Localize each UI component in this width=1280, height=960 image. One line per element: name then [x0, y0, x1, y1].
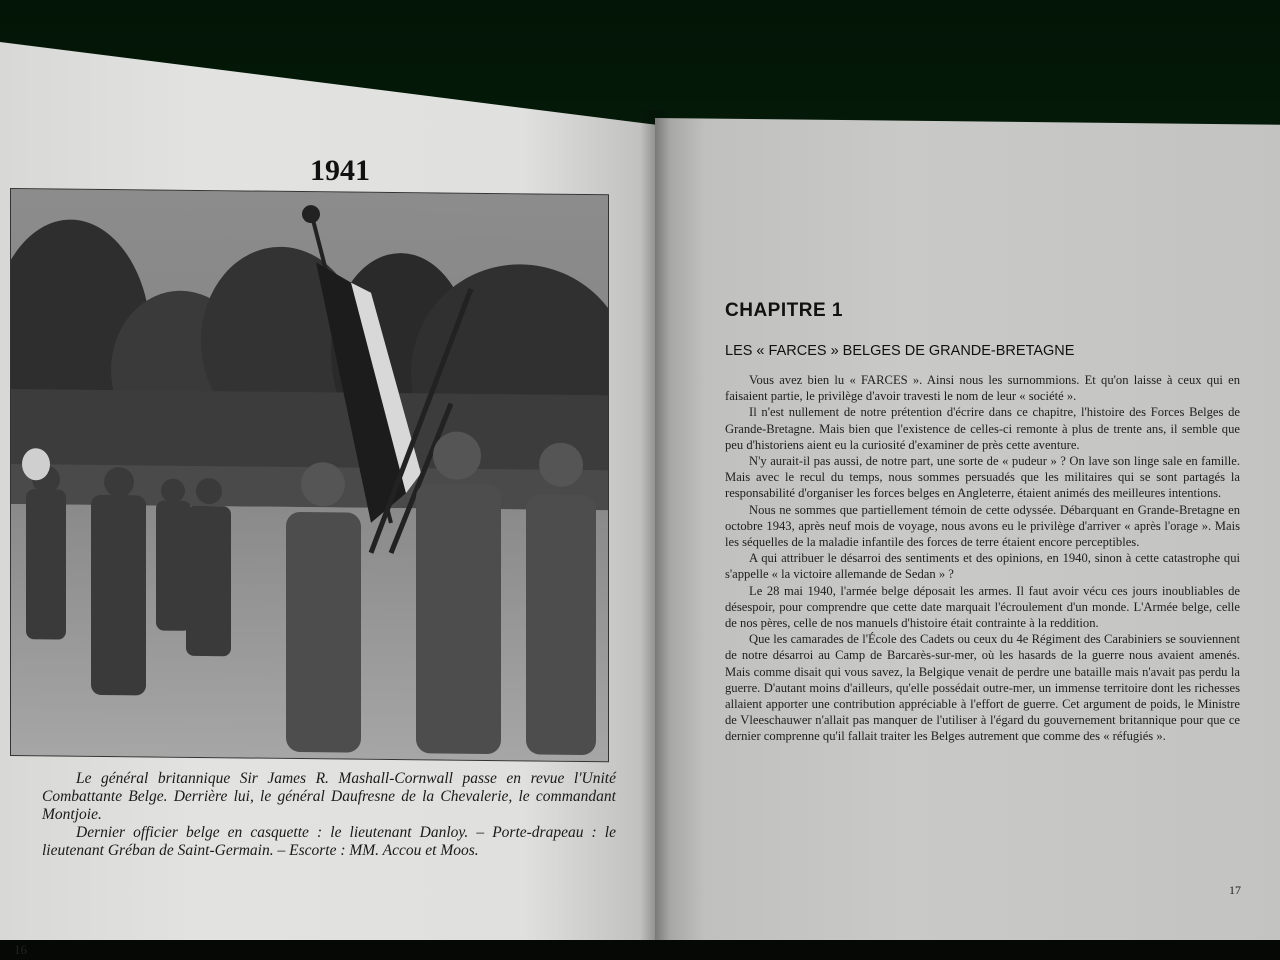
- paragraph-7: Que les camarades de l'École des Cadets ou ceux du 4e Régiment des Carabiniers se souviennent de notre désarroi au Camp de Barcarès-sur-mer, où les hasards de la guerre nous avaient amenés. Mais comme disait qui vous savez, la Belgique venait de perdre une bataille mais n'avait pas perdu la guerre. D'autant moins d'ailleurs, qu'elle possédait outre-mer, un immense territoire dont les richesses allaient apporter une contribution appréciable à l'effort de guerre. Cet argument de poids, le Ministre de Vleeschauwer n'allait pas manquer de l'utiliser à l'égard du gouvernement britannique pour que ce dernier comprenne qu'il fallait traiter les Belges autrement que comme des « réfugiés ».: [725, 632, 1240, 744]
- chapter-heading: CHAPITRE 1: [725, 300, 843, 321]
- page-number-left: 16: [14, 942, 27, 957]
- paragraph-5: A qui attribuer le désarroi des sentiments et des opinions, en 1940, sinon à cette catastrophe qui s'appelle « la victoire allemande de Sedan » ?: [725, 551, 1240, 582]
- page-number-right: 17: [1229, 883, 1241, 897]
- year-heading: 1941: [310, 154, 370, 187]
- book-edge-shadow: [0, 940, 1280, 960]
- paragraph-2: Il n'est nullement de notre prétention d'écrire dans ce chapitre, l'histoire des Forces Belges de Grande-Bretagne. Mais bien que l'existence de celles-ci remonte à plus de trente ans, il semble que peu d'historiens aient eu la curiosité d'examiner de près cette aventure.: [725, 405, 1240, 452]
- paragraph-3: N'y aurait-il pas aussi, de notre part, une sorte de « pudeur » ? On lave son linge sale en famille. Mais avec le recul du temps, nous sommes persuadés que les militaires qui se sont partagés la responsabilité d'organiser les forces belges en Angleterre, étaient animés des meilleures intentions.: [725, 454, 1240, 501]
- photo-illustration: [11, 189, 608, 761]
- caption-paragraph-1: Le général britannique Sir James R. Mashall-Cornwall passe en revue l'Unité Combattante Belge. Derrière lui, le général Daufresne de la Chevalerie, le commandant Montjoie.: [42, 770, 616, 823]
- paragraph-6: Le 28 mai 1940, l'armée belge déposait les armes. Il faut avoir vécu ces jours inoubliables de désespoir, pour comprendre que cette date marquait l'écroulement d'un monde. L'Armée belge, celle de nos pères, celle de nos manuels d'histoire était contrainte à la reddition.: [725, 583, 1240, 631]
- book-gutter: [640, 110, 670, 960]
- chapter-body: [725, 372, 1240, 745]
- archival-photo: [10, 188, 609, 762]
- chapter-title: LES « FARCES » BELGES DE GRANDE-BRETAGNE: [725, 343, 1075, 359]
- caption-paragraph-2: Dernier officier belge en casquette : le lieutenant Danloy. – Porte-drapeau : le lieutenant Gréban de Saint-Germain. – Escorte : MM. Accou et Moos.: [42, 824, 616, 859]
- paragraph-4: Nous ne sommes que partiellement témoin de cette odyssée. Débarquant en Grande-Bretagne en octobre 1943, après neuf mois de voyage, nous avons eu le privilège d'arriver « après l'orage ». Mais les séquelles de la maladie infantile des forces de terre étaient encore perceptibles.: [725, 502, 1240, 550]
- photo-caption: [42, 770, 616, 860]
- paragraph-1: Vous avez bien lu « FARCES ». Ainsi nous les surnommions. Et qu'on laisse à ceux qui en faisaient partie, le privilège d'avoir travesti le nom de leur « société ».: [725, 373, 1240, 404]
